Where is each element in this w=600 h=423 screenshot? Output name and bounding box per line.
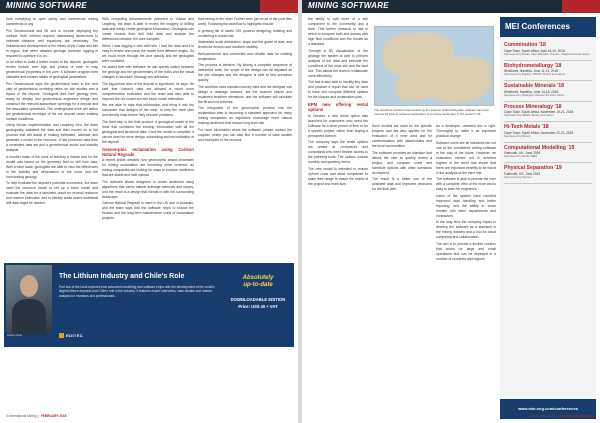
paragraph: The software allows designers to create landforms using algorithms that mimic natural drainage networks and slopes, and the result is a design that blends in with the surrounding landscape. <box>102 179 194 199</box>
article-column-2 <box>372 124 432 379</box>
article-subheading: Geomorphic reclamation using Carlson Natural Regrade <box>102 146 194 157</box>
photo-head-shape <box>20 275 38 297</box>
conference-location: Cape Town, South Africa, April 16-19, 2018 <box>504 48 565 53</box>
conference-name: Sustainable Minerals '18 <box>504 83 565 89</box>
footer-date: FEBRUARY 2018 <box>40 414 67 418</box>
footer-publication: 4 International Mining <box>6 414 37 418</box>
book-advertisement[interactable] <box>4 263 294 347</box>
conference-name: Biohydrometallurgy '18 <box>504 62 562 69</box>
conference-item[interactable] <box>504 122 592 143</box>
paragraph: When I was digging a new drill hole, I had the data and it is easy to review and check the model from different angles. So we could move through the core quickly and the geologists were confident. <box>102 43 194 63</box>
conference-item[interactable] <box>504 143 592 164</box>
paragraph: The third step is the final product: a geological model of the mine that combines the existing information with all the geological and structural data. Once the model is complete, it can be used for mine design, scheduling and reconciliation of the deposit. <box>102 119 194 144</box>
footer-publication: International Mining 11 <box>559 414 594 418</box>
paragraph: For more information about the software, please contact the supplier, where you can also find a number of case studies and examples of the process. <box>198 127 292 142</box>
conferences-header: MEI Conferences <box>500 17 596 37</box>
article-column-3 <box>436 124 496 379</box>
bullet-item: A growing list of useful GIS process designing, building and monitoring a closed site. <box>198 28 292 38</box>
paragraph: Pini Geostructural and MI and to include deploying trip method. Both method requires maintaining dimensions to estimate distance and equations are necessary. The industrial and development of the mines of the Coast and this in region, that when detailed geologic borehole logging is required to optimize it is on. <box>6 28 98 58</box>
section-accent <box>260 0 298 13</box>
author-photo <box>6 265 52 333</box>
footer-date: FEBRUARY 2018 <box>529 414 556 418</box>
logo-mark-icon <box>59 333 64 338</box>
conference-sponsor: Sponsored by Mintek <box>504 133 531 138</box>
conference-name: Physical Separation '19 <box>504 165 562 171</box>
paragraph: To help evaluate the deposit's potential economics, the team used the resource model to set up a block model and evaluate the data for a tabulated result for mineral resource and reserve estimates, and to identify areas where additional drill data might be needed. <box>6 181 98 205</box>
paragraph: The company says the rental options are aimed at contractors and consultants who need flexible access to the planning tools. The options include monthly and quarterly terms. <box>308 140 368 165</box>
conference-sponsor: Sponsored by Maelgwyn Mineral Services Africa <box>504 92 564 97</box>
conference-item[interactable] <box>504 102 592 123</box>
paragraph: The aim is to provide a flexible solution that works for large and small operations and can be deployed in a number of countries and regions. <box>436 241 496 261</box>
paragraph: Software users are all industries but not one of the considered cutting software in the way of the future. However, an evaluation carried out in selected regions of the world has shown that there are important benefits to be found in the analysis of the mine site. <box>436 140 496 175</box>
conference-location: Cape Town, South Africa, November 22-23, 2018 <box>504 130 574 135</box>
article-column-2 <box>102 17 194 260</box>
article-column-1 <box>308 17 368 379</box>
article-column-1 <box>6 17 98 260</box>
paragraph: The software provides an interface that allows the user to quickly review a project, and compare costs and schedule options with other scenarios as required. <box>372 150 432 175</box>
paragraph: The integration of the geomorphic process into the reclamation plan is becoming a standard approach for many mining companies as regulators encourage more natural looking landforms that reduce long-term risk. <box>198 106 292 125</box>
conference-name: Process Mineralogy '18 <box>504 103 562 110</box>
section-title: MINING SOFTWARE <box>308 1 389 10</box>
paragraph: The big-picture view of the deposit is significant, he says. He said that Vulcan's data set allowed a much more comprehensive evaluation and the team was also able to improve the ore model and the block model estimation. <box>102 81 194 101</box>
paragraph: Pini Geostructural says the geotechnical team in the next step of geotechnical modeling relies on site studies and a layout of the deposit. Geologists add their geology then, ready for display and geotechnical engineers design and construct the relevant subsurface openings for a deposit and the associated operations. The underground mine will define the geotechnical envelope of the ore deposit under existing surface conditions. <box>6 81 98 121</box>
ad-body-text: Part two of the book explores how advanced modelling and software helps with the development of the world's largest lithium deposits and Chile's role in the industry. It features expert interviews, case studies and market analysis for investors and professionals. <box>59 285 215 298</box>
conference-sponsor: Sponsored by Boliden, BRGM, Mintek and others <box>504 72 566 77</box>
page-footer: FEBRUARY 2018 | International Mining 11 <box>529 414 594 418</box>
paragraph: Using Vulcan Implementation and Leapfrog Geo, the team geologically validated the data and then moved on to the process that will assist in making estimates, calibrate and generate a model in the resource. It has produced data from a consistent data set and a geotechnical model and stability analysis. <box>6 123 98 152</box>
bullet-item: Well-performed and connected and reliable data for existing reclamation. <box>198 51 292 61</box>
conference-sponsor: Sponsored by Rocky DEM <box>504 154 537 159</box>
section-accent <box>562 0 600 13</box>
ad-download-label: DOWNLOADABLE EDITION <box>230 297 286 302</box>
paragraph: In October, a new rental option was launched for customers who need the software for a short period of time or for a specific project, rather than buying a permanent licence. <box>308 113 368 138</box>
paragraph: The tool is also able to identify key risks and produce a report that can be used to track and compare different options for the closure and reclamation plan. <box>308 80 368 99</box>
page-footer: 4 International Mining | FEBRUARY 2018 <box>6 414 67 418</box>
article-column-3 <box>198 17 292 260</box>
conference-name: Computational Modelling '19 <box>504 144 575 151</box>
ad-offer <box>226 267 290 343</box>
paragraph: A number basis of the work of building a Vulcan fold for the model was based on the geometry and on drill hole data. With a mine scale, geologists are able to view the differences in the stability and deformation of the rocks and the surrounding geology. <box>6 154 98 179</box>
paragraph: both complying to open policy and commercial mining commercial or org. <box>6 17 98 26</box>
map-land <box>425 57 491 103</box>
conference-name: Hi-Tech Metals '18 <box>504 124 549 130</box>
paragraph: that mining of the other Further work (as on as of the post files work). Following the workflow to highlights include: <box>198 17 292 26</box>
conference-name: Comminution '18 <box>504 42 546 48</box>
paragraph: the ability to add more of a site component to the community and a level. This further research to use in which to compare both and assess with high flow conditions and the results as a standard. <box>308 17 368 46</box>
paragraph: The new model is intended to reduce upfront costs and allow companies to scale their usage to match the needs of the project and team size. <box>308 166 368 186</box>
right-page <box>302 0 600 423</box>
ad-price: Price: US$ 40 + VAT <box>238 304 278 310</box>
conference-item[interactable] <box>504 61 592 82</box>
paragraph: He added that with software he can quickly switch between the geology and the geochemistry of the rocks and the visual changes in structure, lithology and alteration. <box>102 65 194 79</box>
ad-title: The Lithium Industry and Chile's Role <box>59 273 185 280</box>
paragraph: In an effort to build a better model of the deposit, geologists review historic core logs and photos of each to map geotechnical properties in the core. A software program then validates and creates tables of geological parameters. <box>6 60 98 79</box>
paragraph: The software is able to provide the user with a complete view of the mine and is easy to learn for engineers. <box>436 177 496 191</box>
conference-location: Windhoek, Namibia, June 14-15, 2018 <box>504 89 559 94</box>
conferences-list <box>500 37 596 184</box>
paragraph: We are able to take that information and bring it into the schedules and designs of the mine, to help the mine plan and identify risks before they become problems. <box>102 103 194 117</box>
publisher-logo <box>59 333 83 338</box>
paragraph: Users of the system have reported improved data handling and better reporting, and the ability to share models with other departments and contractors. <box>436 193 496 218</box>
conference-item[interactable] <box>504 81 592 102</box>
conference-location: Cape Town, South Africa, November 19-21, 2018 <box>504 110 574 114</box>
bullet-item: Watershed scale delineation, slope and the grade of land, and terrain for erosion and landform stability. <box>198 40 292 49</box>
logo-text: EDITEC <box>66 333 84 338</box>
paragraph: With computing advancements delivered to Vulcan and Leapfrog, the team is able to review the imagery of drilling data and easily create geological information. Geologists can create models from drill hole data and analyse the differences between the core samples. <box>102 17 194 41</box>
section-header <box>0 0 298 13</box>
conference-item[interactable] <box>504 163 592 184</box>
paragraph: In the long term the company hopes to develop the software as a standard in the mining industry and a tool for cloud computing and collaboration. <box>436 220 496 239</box>
conference-location: Windhoek, Namibia, June 11-13, 2018 <box>504 69 558 73</box>
conferences-website-link[interactable]: www.min-eng.com/conferences <box>500 399 596 419</box>
section-title: MINING SOFTWARE <box>6 1 87 10</box>
photo-body-shape <box>12 299 46 335</box>
paragraph: The process is iterative. By linking a complete sequence of interactive tools, the scope of the design can be adjusted as the site changes and the designer is able to test scenarios quickly. <box>198 63 292 82</box>
article-subheading: EPM new offering rental options <box>308 102 368 113</box>
photo-caption: Author photo <box>7 334 22 337</box>
conferences-sidebar <box>500 17 596 419</box>
ad-badge-line1: Absolutely <box>242 275 274 281</box>
section-header <box>302 0 600 13</box>
paragraph: A recent article detailed how geomorphic based processes for mining reclamation are becoming more common, as mining companies are looking for ways to produce landforms that are stable and look natural. <box>102 158 194 178</box>
paragraph: The workflow uses standard survey data and the designer can design a drainage network, set the channel slopes and reclaimed landform elevations, and the software will calculate the fill and cut volumes. <box>198 84 292 104</box>
conference-sponsor: Sponsored by ZEISS, Bruker and others <box>504 113 554 118</box>
paragraph: Carlson Natural Regrade is used in the US and in Australia, and the team says that the software helps to reduce the erosion and the long-term maintenance costs of reclamation projects. <box>102 201 194 221</box>
paragraph: Such models are used for the specific projects and are also applied for the evaluation of a mine area and for communication with stakeholders and the local communities. <box>372 124 432 148</box>
paragraph: Through a 3D visualization of the geology the system is able to perform analysis of the data and estimate the conditions of the mine site and the land use. This allows the team to collaborate more effectively. <box>308 48 368 78</box>
site-map-image <box>374 26 494 106</box>
conference-sponsor: Sponsored by Metso, Weir Minerals, Outotec, Magotteaux and others <box>504 51 590 56</box>
paragraph: The result is a better use of the available data and improved decisions for the final plan. <box>372 177 432 191</box>
left-page <box>0 0 298 423</box>
map-caption: The GeoFlow method implemented by the Carlson Natural Regrade software has been used at 16 sites to achieve reclamation of a mining landscape in the western US. <box>374 108 490 116</box>
conference-location: Falmouth, UK, June 2019 <box>504 151 541 155</box>
ad-badge-line2: up-to-date <box>243 282 273 288</box>
conference-location: Falmouth, UK, June 2019 <box>504 171 541 176</box>
map-land <box>395 75 435 101</box>
paragraph: As a developer, research this is right. Thoroughly to make it an important practical change. <box>436 124 496 138</box>
conference-sponsor: Sponsored by Steinert <box>504 174 532 179</box>
conference-item[interactable] <box>504 40 592 61</box>
